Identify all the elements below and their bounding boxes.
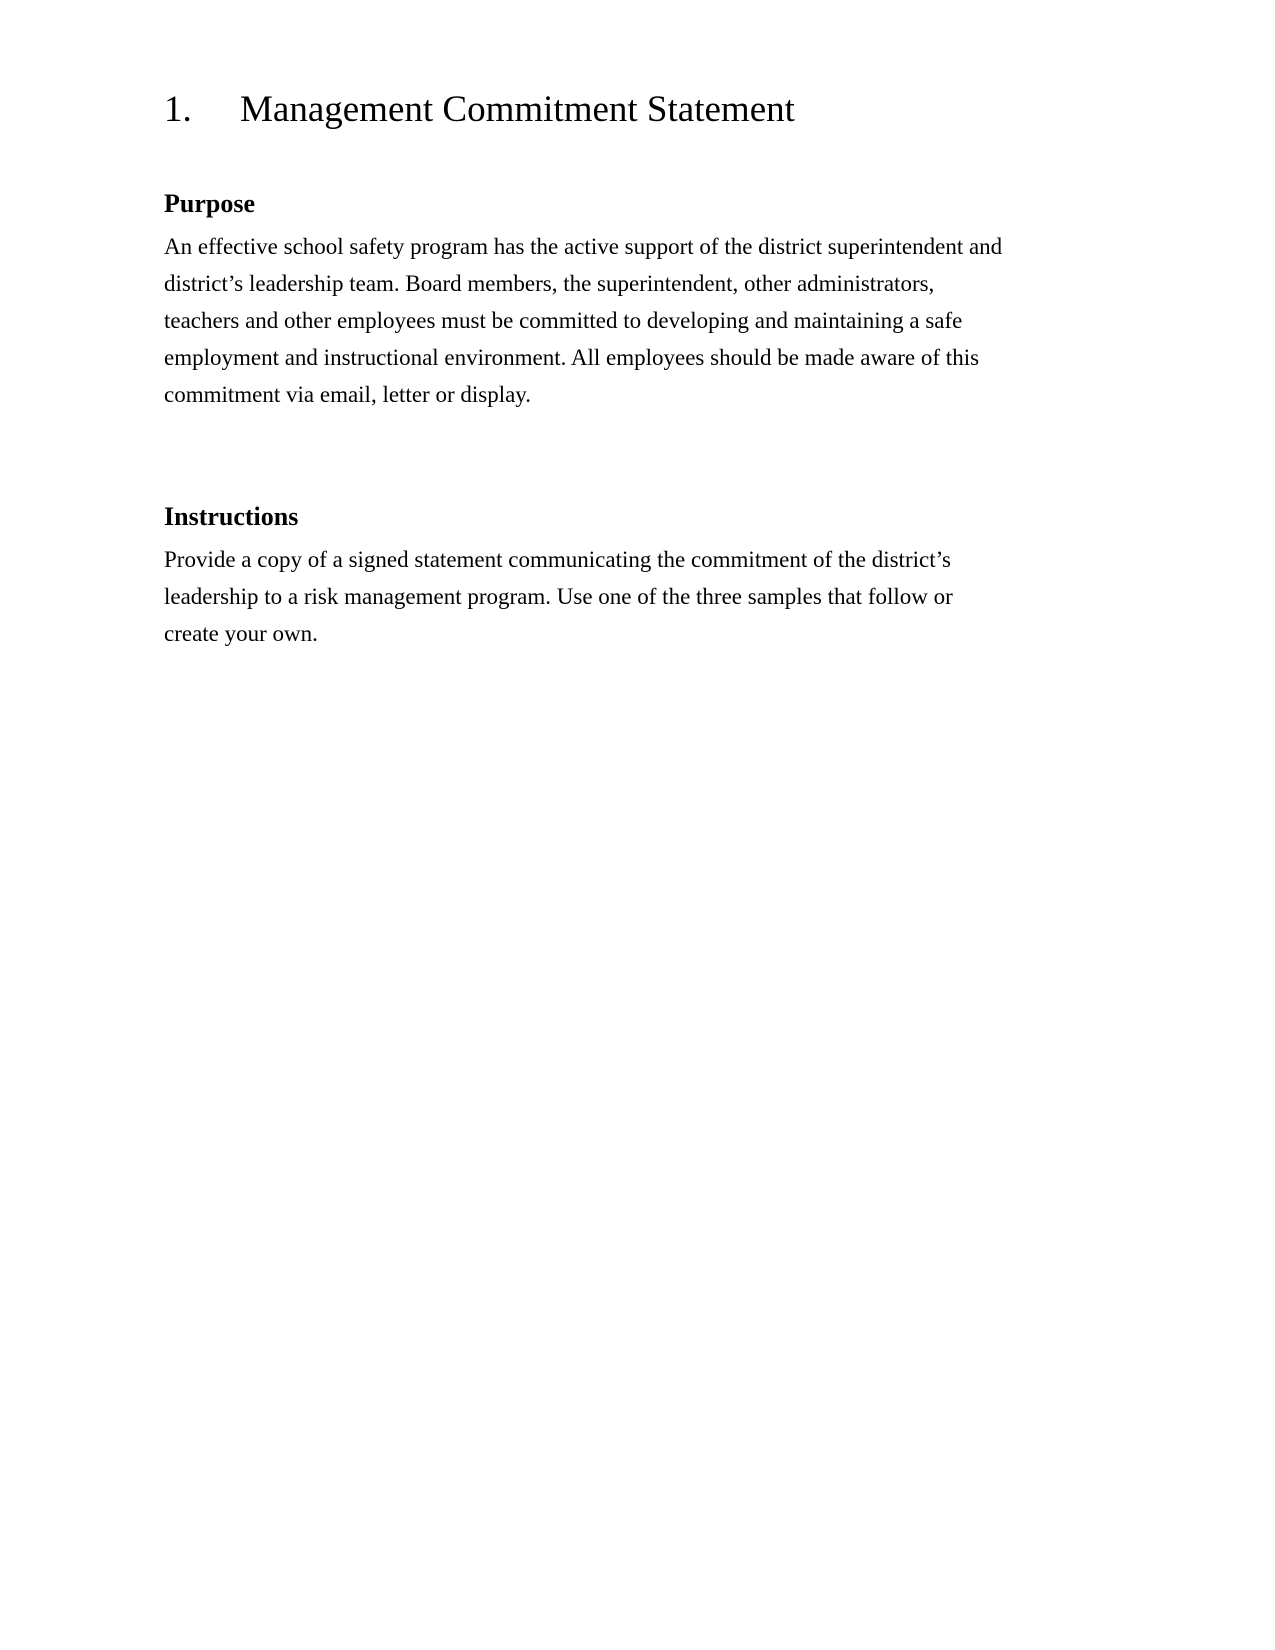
instructions-line: leadership to a risk management program. Use one of the three samples that follow or — [164, 584, 953, 609]
instructions-line: create your own. — [164, 621, 318, 646]
section-number: 1. — [164, 89, 192, 130]
purpose-line: An effective school safety program has the active support of the district superintendent and — [164, 234, 1003, 259]
purpose-line: teachers and other employees must be committed to developing and maintaining a safe — [164, 308, 963, 333]
instructions-heading: Instructions — [164, 502, 299, 531]
purpose-line: district’s leadership team. Board members, the superintendent, other administrators, — [164, 271, 935, 296]
instructions-section — [164, 501, 1114, 652]
instructions-line: Provide a copy of a signed statement communicating the commitment of the district’s — [164, 547, 951, 572]
purpose-line: employment and instructional environment. All employees should be made aware of this — [164, 345, 980, 370]
purpose-paragraph — [164, 228, 1114, 413]
purpose-section — [164, 188, 1114, 413]
purpose-heading: Purpose — [164, 189, 255, 218]
instructions-paragraph — [164, 541, 1114, 652]
section-title — [164, 88, 795, 132]
purpose-line: commitment via email, letter or display. — [164, 382, 532, 407]
section-title-text: Management Commitment Statement — [240, 89, 795, 130]
